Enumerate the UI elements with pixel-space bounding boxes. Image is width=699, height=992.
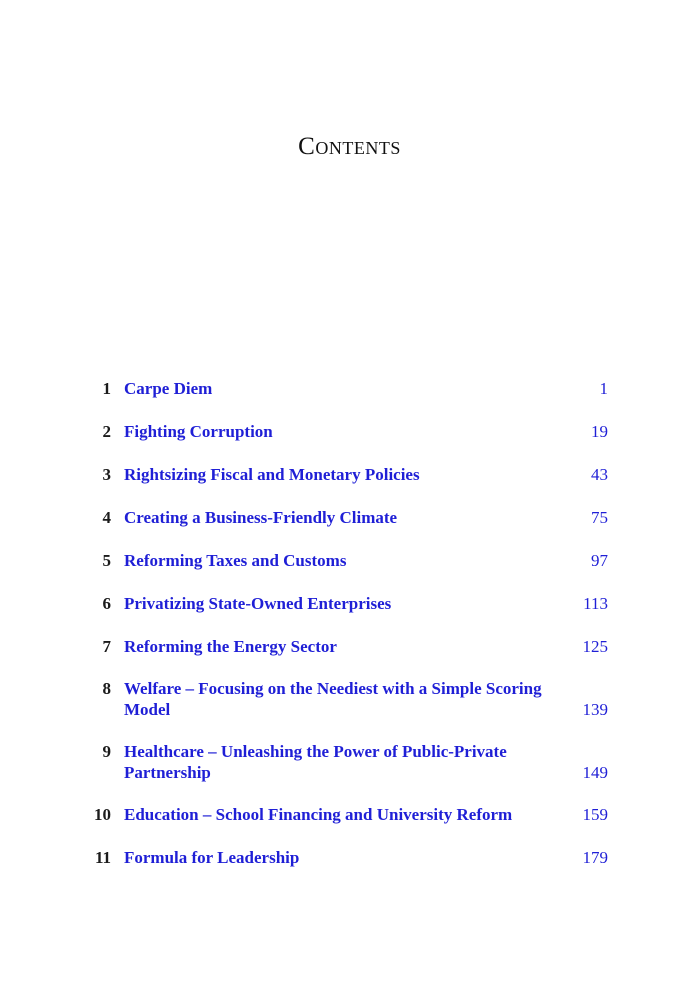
page-number-link[interactable]: 159 xyxy=(582,805,608,824)
toc-entry-6 xyxy=(84,593,612,614)
chapter-number: 8 xyxy=(102,679,111,698)
page-number-link[interactable]: 179 xyxy=(582,848,608,867)
toc-entry-8 xyxy=(84,678,612,720)
chapter-number: 10 xyxy=(94,805,111,824)
toc-entry-7 xyxy=(84,636,612,657)
chapter-title-link[interactable]: Welfare – Focusing on the Neediest with a Simple Scoring Model xyxy=(124,679,542,719)
toc-entry-10 xyxy=(84,804,612,825)
toc-entry-4 xyxy=(84,507,612,528)
page-title: Contents xyxy=(298,133,401,160)
page-number-link[interactable]: 113 xyxy=(583,594,608,613)
chapter-title-link[interactable]: Fighting Corruption xyxy=(124,422,273,441)
chapter-title-link[interactable]: Formula for Leadership xyxy=(124,848,300,867)
chapter-title-link[interactable]: Healthcare – Unleashing the Power of Public-Private Partnership xyxy=(124,742,507,782)
page-number-link[interactable]: 149 xyxy=(582,763,608,782)
chapter-title-link[interactable]: Education – School Financing and University Reform xyxy=(124,805,513,824)
chapter-title-link[interactable]: Reforming the Energy Sector xyxy=(124,637,337,656)
chapter-number: 2 xyxy=(102,422,111,441)
chapter-number: 1 xyxy=(102,379,111,398)
page-number-link[interactable]: 1 xyxy=(599,379,608,398)
chapter-title-link[interactable]: Carpe Diem xyxy=(124,379,213,398)
chapter-title-link[interactable]: Creating a Business-Friendly Climate xyxy=(124,508,398,527)
page-number-link[interactable]: 19 xyxy=(591,422,608,441)
page-number-link[interactable]: 75 xyxy=(591,508,608,527)
chapter-number: 9 xyxy=(102,742,111,761)
chapter-number: 5 xyxy=(102,551,111,570)
chapter-number: 3 xyxy=(102,465,111,484)
page-number-link[interactable]: 125 xyxy=(582,637,608,656)
chapter-number: 4 xyxy=(102,508,111,527)
chapter-number: 6 xyxy=(102,594,111,613)
chapter-number: 11 xyxy=(94,848,111,867)
chapter-title-link[interactable]: Rightsizing Fiscal and Monetary Policies xyxy=(124,465,420,484)
toc-entry-3 xyxy=(84,464,612,485)
toc-entry-5 xyxy=(84,550,612,571)
toc-entry-11 xyxy=(84,847,612,868)
page-number-link[interactable]: 43 xyxy=(591,465,608,484)
chapter-number: 7 xyxy=(102,637,111,656)
toc-entry-9 xyxy=(84,741,612,783)
page-number-link[interactable]: 97 xyxy=(591,551,608,570)
toc-entry-2 xyxy=(84,421,612,442)
toc-entry-1 xyxy=(84,378,612,399)
chapter-title-link[interactable]: Reforming Taxes and Customs xyxy=(124,551,347,570)
table-of-contents xyxy=(84,378,612,868)
page-number-link[interactable]: 139 xyxy=(582,700,608,719)
chapter-title-link[interactable]: Privatizing State-Owned Enterprises xyxy=(124,594,392,613)
